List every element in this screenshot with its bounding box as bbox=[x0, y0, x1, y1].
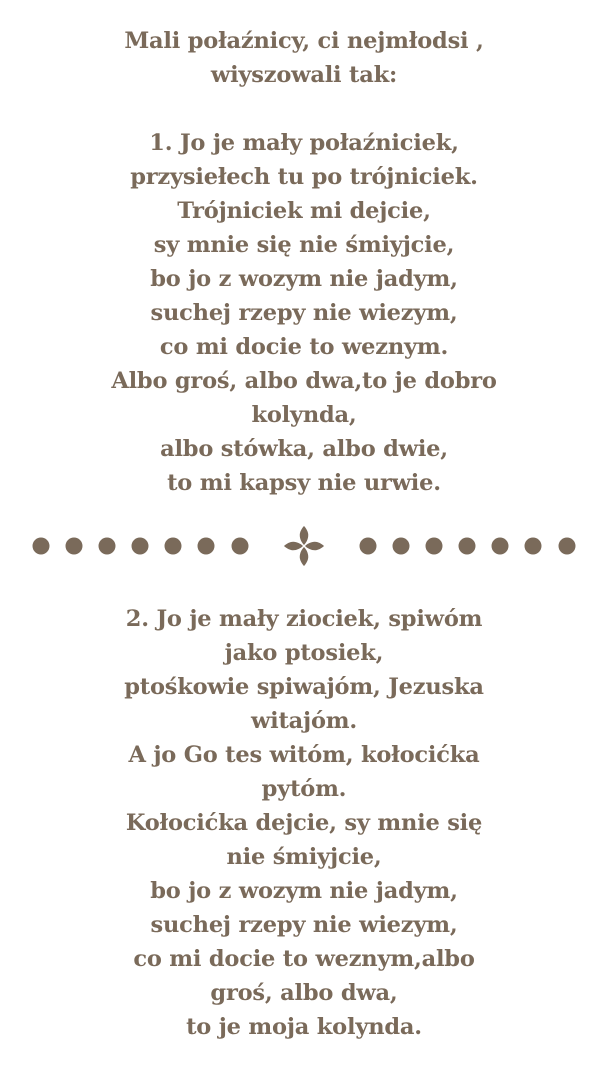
verse-line: suchej rzepy nie wiezym, bbox=[150, 912, 458, 938]
divider-dot bbox=[66, 538, 83, 555]
divider-svg bbox=[0, 525, 608, 567]
verse-line: sy mnie się nie śmiyjcie, bbox=[153, 232, 455, 258]
verse-line: Albo groś, albo dwa,to je dobro bbox=[111, 368, 497, 394]
petal-bottom bbox=[300, 547, 309, 566]
divider-dot bbox=[132, 538, 149, 555]
verse-line: 1. Jo je mały połaźniciek, bbox=[149, 130, 459, 156]
divider-dot bbox=[426, 538, 443, 555]
verse-line: co mi docie to weznym. bbox=[159, 334, 449, 360]
divider-dot bbox=[232, 538, 249, 555]
petal-top bbox=[300, 526, 309, 545]
verse-line: bo jo z wozym nie jadym, bbox=[150, 878, 458, 904]
verse-line: kolynda, bbox=[251, 402, 357, 428]
verse-line: A jo Go tes witóm, kołocićka bbox=[128, 742, 480, 768]
verse-line: to je moja kolynda. bbox=[186, 1014, 422, 1040]
intro-line: wiyszowali tak: bbox=[210, 62, 398, 88]
verse-line: Kołocićka dejcie, sy mnie się bbox=[125, 810, 483, 836]
divider-dot bbox=[525, 538, 542, 555]
petal-right bbox=[305, 542, 324, 551]
divider-dot bbox=[492, 538, 509, 555]
verse-line: witajóm. bbox=[250, 708, 358, 734]
verse-line: ptośkowie spiwajóm, Jezuska bbox=[124, 674, 484, 700]
verse-line: groś, albo dwa, bbox=[210, 980, 398, 1006]
verse-line: to mi kapsy nie urwie. bbox=[167, 470, 441, 496]
petal-left bbox=[284, 542, 303, 551]
verse-line: suchej rzepy nie wiezym, bbox=[150, 300, 458, 326]
verse-line: nie śmiyjcie, bbox=[226, 844, 382, 870]
verse-line: co mi docie to weznym,albo bbox=[133, 946, 475, 972]
verse-line: pytóm. bbox=[261, 776, 347, 802]
verse-line: Trójniciek mi dejcie, bbox=[177, 198, 431, 224]
verse-line: 2. Jo je mały ziociek, spiwóm bbox=[125, 606, 483, 632]
divider-dot bbox=[393, 538, 410, 555]
divider-dot bbox=[559, 538, 576, 555]
verse-line: przysiełech tu po trójniciek. bbox=[130, 164, 478, 190]
right-dots bbox=[360, 538, 576, 555]
dotted-divider bbox=[0, 525, 608, 567]
divider-dot bbox=[33, 538, 50, 555]
verse-line: jako ptosiek, bbox=[224, 640, 384, 666]
verse-line: bo jo z wozym nie jadym, bbox=[150, 266, 458, 292]
left-dots bbox=[33, 538, 249, 555]
divider-dot bbox=[360, 538, 377, 555]
verse-line: albo stówka, albo dwie, bbox=[160, 436, 448, 462]
quatrefoil-ornament-icon bbox=[284, 526, 324, 566]
stanza-gap bbox=[0, 92, 608, 126]
verse-2-block bbox=[0, 602, 608, 1044]
divider-dot bbox=[99, 538, 116, 555]
intro-line: Mali połaźnicy, ci nejmłodsi , bbox=[124, 28, 484, 54]
divider-dot bbox=[198, 538, 215, 555]
divider-dot bbox=[459, 538, 476, 555]
verse-1-block bbox=[0, 24, 608, 500]
divider-dot bbox=[165, 538, 182, 555]
